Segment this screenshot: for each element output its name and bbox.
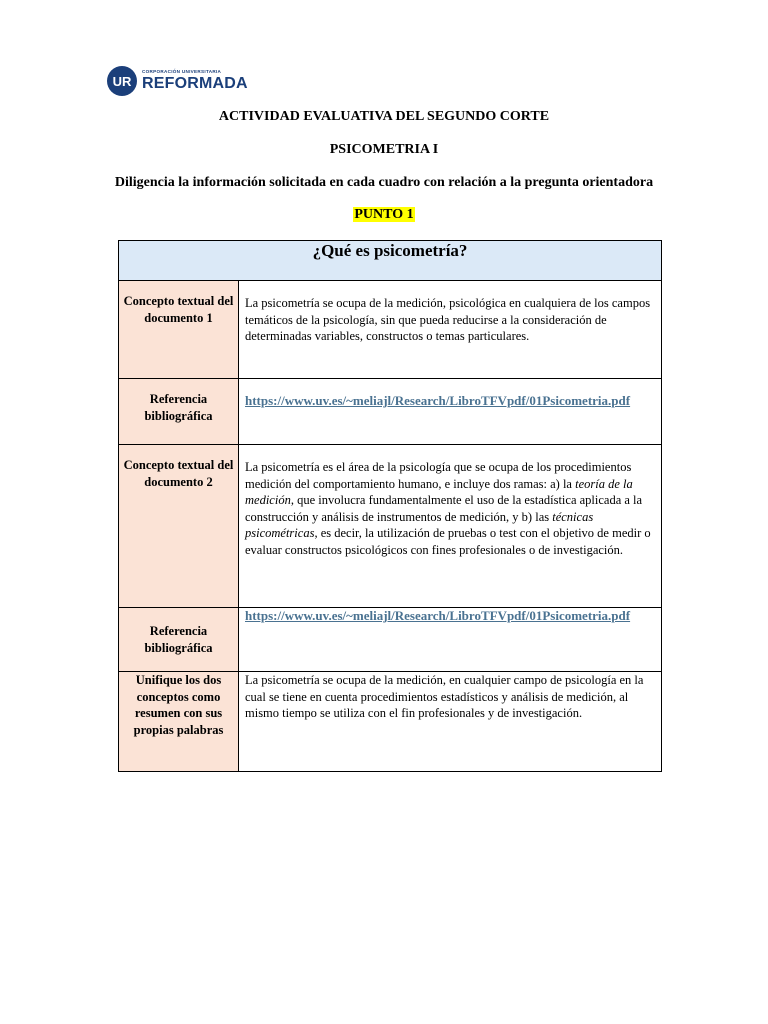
- logo-subtitle: CORPORACIÓN UNIVERSITARIA: [142, 68, 222, 74]
- row-label: Referencia bibliográfica: [119, 379, 239, 445]
- row-content: La psicometría se ocupa de la medición, psicológica en cualquiera de los campos temáticos de la psicología, sin que pueda reducirse a la consideración de determinadas variables, constructos o temas particulares.: [239, 281, 662, 379]
- table-row: [119, 445, 662, 608]
- table-row: [119, 281, 662, 379]
- logo-text: [142, 70, 248, 93]
- point-heading: [0, 207, 768, 223]
- logo-mark-letters: UR: [112, 74, 132, 89]
- row-content: [239, 445, 662, 608]
- table-title: ¿Qué es psicometría?: [119, 241, 662, 281]
- document-title: ACTIVIDAD EVALUATIVA DEL SEGUNDO CORTE: [218, 109, 550, 124]
- row-content: La psicometría se ocupa de la medición, en cualquier campo de psicología en la cual se tiene en cuenta procedimientos estadísticos y análisis de medición, al mismo tiempo se utiliza con el fin profesionales y de investigación.: [239, 672, 662, 772]
- row-label: Concepto textual del documento 1: [119, 281, 239, 379]
- reference-link[interactable]: https://www.uv.es/~meliajl/Research/LibroTFVpdf/01Psicometria.pdf: [245, 393, 631, 408]
- point-label: PUNTO 1: [354, 207, 414, 222]
- table-row: [119, 672, 662, 772]
- activity-table: [118, 240, 662, 772]
- university-logo: [106, 63, 248, 99]
- concept-text-italic: técnicas psicométricas: [245, 509, 594, 540]
- table-row: [119, 379, 662, 445]
- course-name: PSICOMETRIA I: [329, 142, 439, 157]
- concept-text-italic: teoría de la medición: [245, 476, 633, 507]
- reference-link[interactable]: https://www.uv.es/~meliajl/Research/LibroTFVpdf/01Psicometria.pdf: [245, 608, 631, 623]
- logo-name: REFORMADA: [142, 75, 248, 93]
- row-label: Unifique los dos conceptos como resumen con sus propias palabras: [119, 672, 239, 772]
- table-row: [119, 608, 662, 672]
- concept-text-part: , es decir, la utilización de pruebas o test con el objetivo de medir o evaluar constructos psicológicos con fines profesionales o de investigación.: [245, 526, 651, 557]
- concept-text-part: La psicometría es el área de la psicología que se ocupa de los procedimientos medición del comportamiento humano, e incluye dos ramas: a) la: [245, 460, 632, 491]
- instruction-text: Diligencia la información solicitada en cada cuadro con relación a la pregunta orientadora: [114, 175, 654, 190]
- row-content: [239, 379, 662, 445]
- row-label: Referencia bibliográfica: [119, 608, 239, 672]
- row-content: [239, 608, 662, 672]
- university-logo-mark-icon: [106, 65, 138, 97]
- row-label: Concepto textual del documento 2: [119, 445, 239, 608]
- concept-text-part: , que involucra fundamentalmente el uso de la estadística aplicada a la construcción y análisis de instrumentos de medición, y b) las: [245, 493, 643, 524]
